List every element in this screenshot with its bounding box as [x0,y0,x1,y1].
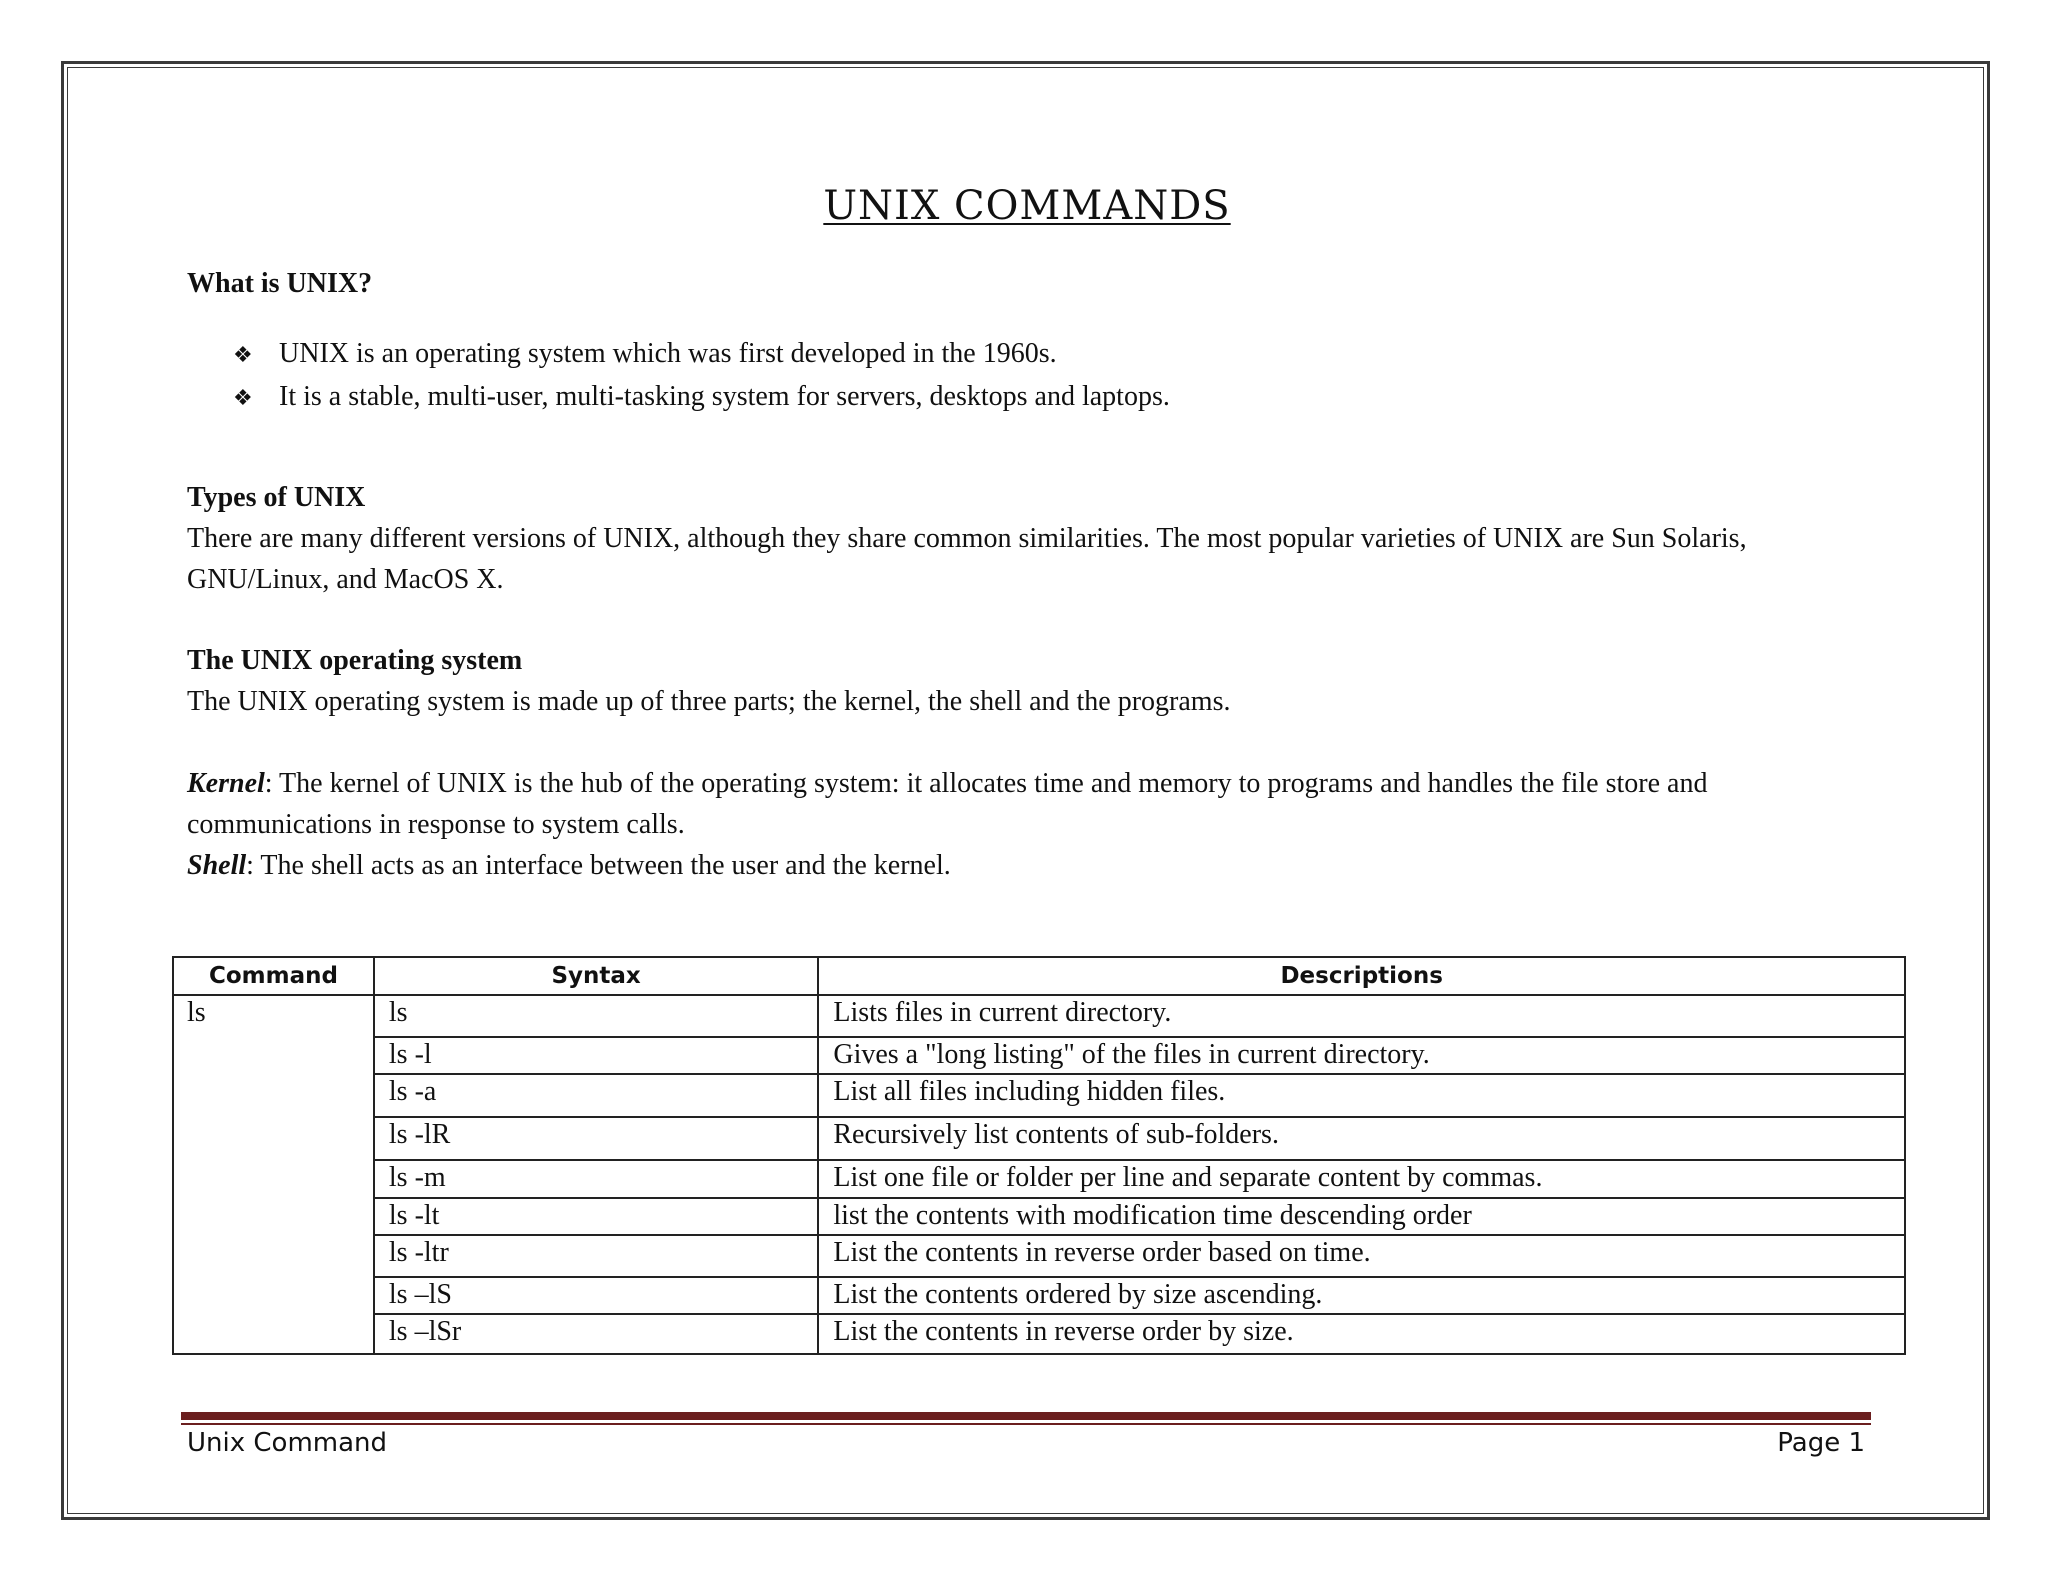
footer-rule-thin [181,1423,1871,1425]
bullet-item [233,333,1170,376]
description-cell: Gives a "long listing" of the files in current directory. [818,1037,1905,1074]
description-cell: List one file or folder per line and separate content by commas. [818,1160,1905,1198]
shell-paragraph [187,845,1867,886]
what-is-heading: What is UNIX? [187,268,373,299]
syntax-cell: ls -lt [374,1198,818,1235]
syntax-cell: ls -l [374,1037,818,1074]
table-row [173,1117,1905,1160]
header-descriptions: Descriptions [818,957,1905,995]
os-heading: The UNIX operating system [187,645,523,676]
syntax-cell: ls [374,995,818,1037]
description-cell: List the contents in reverse order based on time. [818,1235,1905,1277]
four-diamond-bullet-icon: ❖ [233,386,253,411]
bullet-item [233,376,1170,419]
types-paragraph: There are many different versions of UNIX, although they share common similarities. The most popular varieties of UNIX are Sun Solaris, GNU/Linux, and MacOS X. [187,523,1747,595]
table-row [173,1314,1905,1354]
table-row [173,995,1905,1037]
description-cell: List the contents in reverse order by size. [818,1314,1905,1354]
header-command: Command [173,957,374,995]
table-row [173,1277,1905,1314]
syntax-cell: ls –lSr [374,1314,818,1354]
page-title: UNIX COMMANDS [823,183,1231,229]
description-cell: List the contents ordered by size ascending. [818,1277,1905,1314]
description-cell: List all files including hidden files. [818,1074,1905,1117]
syntax-cell: ls -m [374,1160,818,1198]
table-row [173,1235,1905,1277]
types-heading: Types of UNIX [187,482,366,513]
command-cell: ls [173,995,374,1354]
table-row [173,1037,1905,1074]
table-row [173,1160,1905,1198]
footer-rule-thick [181,1412,1871,1420]
kernel-text: : The kernel of UNIX is the hub of the operating system: it allocates time and memory to programs and handles the file store and communications in response to system calls. [187,768,1708,840]
footer-document-name: Unix Command [187,1428,388,1458]
syntax-cell: ls -a [374,1074,818,1117]
kernel-paragraph [187,763,1867,845]
table-row [173,1074,1905,1117]
shell-text: : The shell acts as an interface between the user and the kernel. [246,850,951,881]
syntax-cell: ls –lS [374,1277,818,1314]
bullet-text: UNIX is an operating system which was first developed in the 1960s. [279,338,1057,369]
description-cell: list the contents with modification time descending order [818,1198,1905,1235]
command-table [172,956,1906,1355]
shell-term: Shell [187,850,247,881]
os-paragraph: The UNIX operating system is made up of three parts; the kernel, the shell and the programs. [187,686,1231,717]
table-row [173,1198,1905,1235]
kernel-term: Kernel [187,768,265,799]
table-header-row [173,957,1905,995]
bullet-text: It is a stable, multi-user, multi-tasking system for servers, desktops and laptops. [279,381,1170,412]
syntax-cell: ls -ltr [374,1235,818,1277]
description-cell: Lists files in current directory. [818,995,1905,1037]
header-syntax: Syntax [374,957,818,995]
what-is-bullet-list [233,333,1170,419]
footer-page-number: Page 1 [1777,1428,1865,1458]
syntax-cell: ls -lR [374,1117,818,1160]
four-diamond-bullet-icon: ❖ [233,343,253,368]
description-cell: Recursively list contents of sub-folders. [818,1117,1905,1160]
